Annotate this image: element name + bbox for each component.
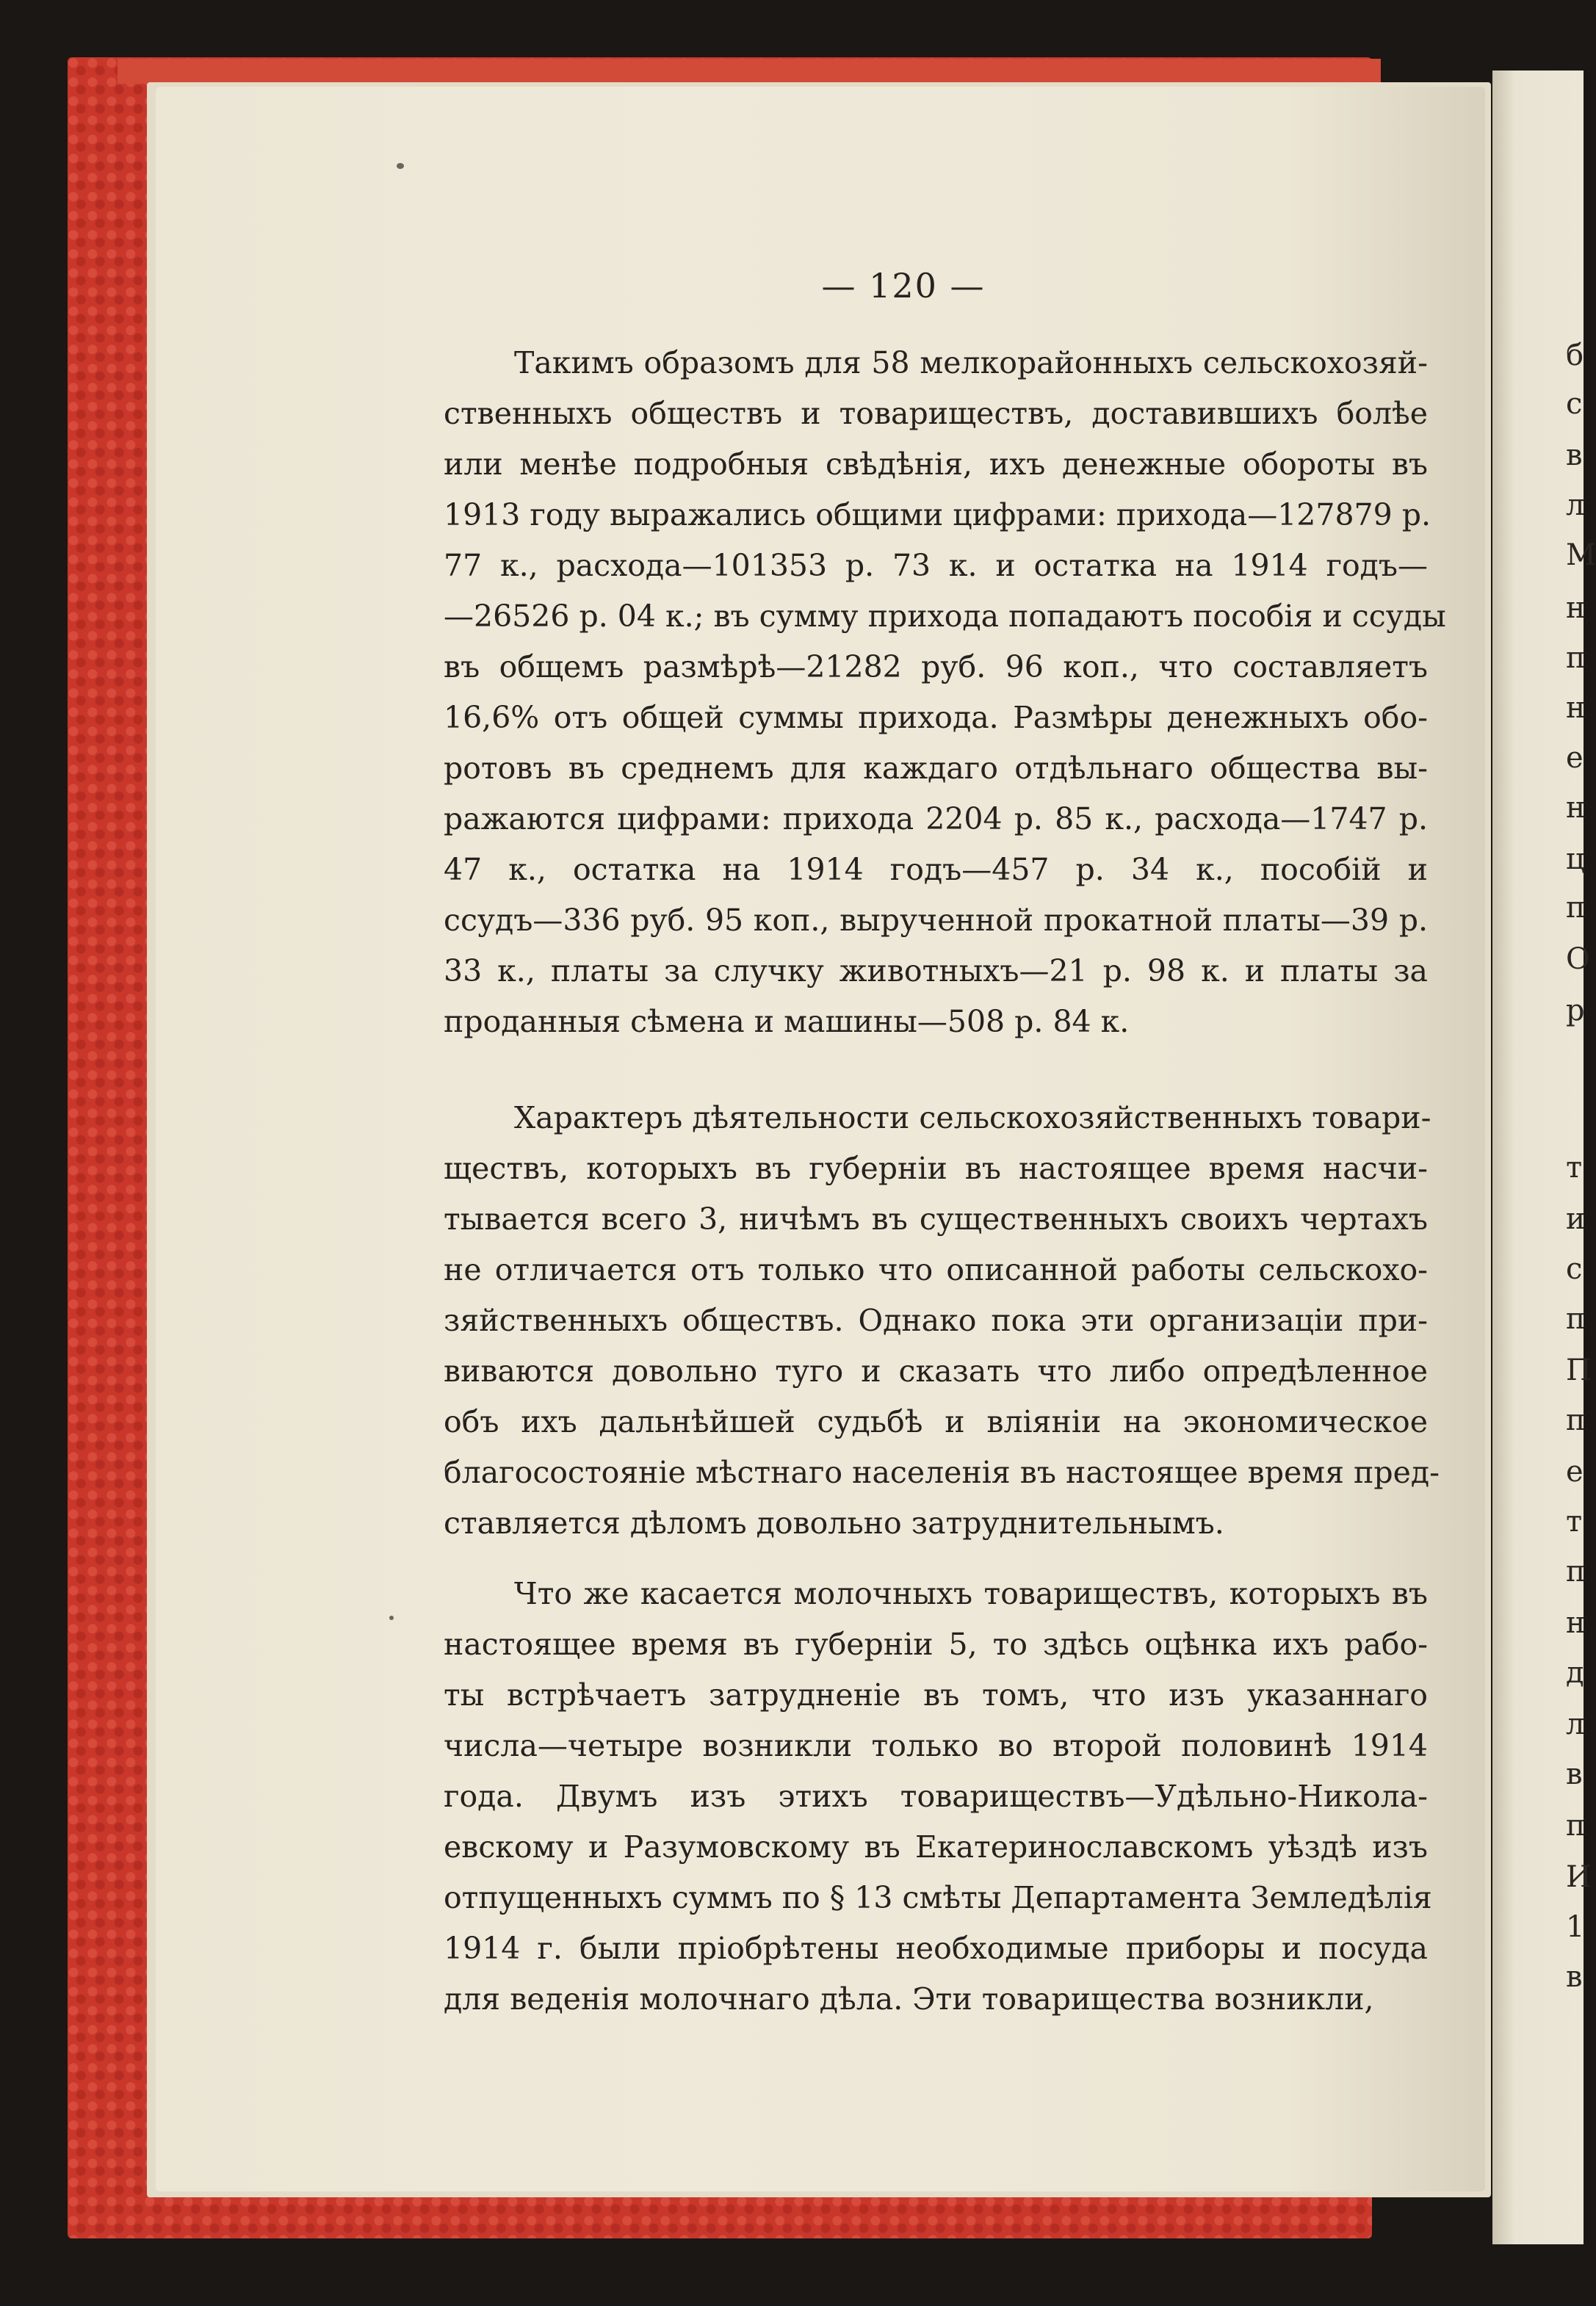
text-line: настоящее время въ губерніи 5, то здѣсь оцѣнка ихъ рабо- [444,1627,1428,1662]
text-line: ственныхъ обществъ и товариществъ, доставившихъ болѣе [444,396,1428,431]
facing-page-letter: п [1566,641,1586,675]
facing-page-letter: И [1566,1860,1592,1894]
facing-page-letter: п [1566,1555,1586,1588]
paragraph-1 [444,338,1446,1047]
text-line: ссудъ—336 руб. 95 коп., вырученной прокатной платы—39 р. [444,903,1428,938]
text-line: Такимъ образомъ для 58 мелкорайонныхъ сельскохозяй- [514,345,1428,380]
text-line: ществъ, которыхъ въ губерніи въ настоящее время насчи- [444,1151,1428,1186]
facing-page-letter: П [1566,1353,1592,1387]
text-line: виваются довольно туго и сказать что либо опредѣленное [444,1353,1428,1389]
text-line: зяйственныхъ обществъ. Однако пока эти организаціи при- [444,1303,1428,1338]
facing-page-letter: М [1566,538,1596,572]
text-line: тывается всего 3, ничѣмъ въ существенныхъ своихъ чертахъ [444,1201,1428,1237]
text-line: объ ихъ дальнѣйшей судьбѣ и вліяніи на экономическое [444,1404,1428,1439]
text-line: Что же касается молочныхъ товариществъ, которыхъ въ [514,1576,1428,1611]
text-line: ставляется дѣломъ довольно затруднительнымъ. [444,1506,1224,1541]
text-line: 16,6% отъ общей суммы прихода. Размѣры денежныхъ обо- [444,700,1428,735]
facing-page-letter: в [1566,1960,1583,1994]
text-line: не отличается отъ только что описанной работы сельскохо- [444,1252,1428,1287]
text-line: благосостояніе мѣстнаго населенія въ настоящее время пред- [444,1455,1440,1490]
facing-page-letter: р [1566,994,1585,1027]
text-line: 47 к., остатка на 1914 годъ—457 р. 34 к., пособій и [444,852,1428,887]
facing-page-letter: в [1566,1757,1583,1791]
text-line: года. Двумъ изъ этихъ товариществъ—Удѣльно-Николa- [444,1779,1428,1814]
facing-page-letter: т [1566,1505,1583,1539]
facing-page-letter: с [1566,387,1583,421]
text-line: —26526 р. 04 к.; въ сумму прихода попадаютъ пособія и ссуды [444,599,1446,634]
paragraph-2 [444,1093,1440,1549]
cover-edge [118,59,1381,84]
facing-page-letter: О [1566,942,1590,976]
text-line: ты встрѣчаетъ затрудненіе въ томъ, что изъ указаннаго [444,1677,1428,1713]
paragraph-3 [444,1569,1432,2025]
text-line: 1914 г. были пріобрѣтены необходимые приборы и посуда [444,1931,1428,1966]
text-line: или менѣе подробныя свѣдѣнія, ихъ денежные обороты въ [444,447,1428,482]
text-line: ротовъ въ среднемъ для каждаго отдѣльнаго общества вы- [444,751,1428,786]
facing-page-letter: с [1566,1252,1583,1286]
facing-page-letter: т [1566,1151,1583,1185]
text-line: 33 к., платы за случку животныхъ—21 р. 98 к. и платы за [444,953,1428,988]
facing-page-letter: л [1566,1707,1585,1741]
facing-page-letter: и [1566,1202,1586,1236]
text-line: отпущенныхъ суммъ по § 13 смѣты Департамента Земледѣлія [444,1880,1432,1915]
facing-page-letter: б [1566,339,1584,372]
facing-page-letter: ц [1566,842,1585,876]
page-speck [389,1616,394,1620]
facing-page-letter: п [1566,1403,1586,1437]
facing-page-letter: е [1566,1455,1584,1489]
facing-page-letter: н [1566,1606,1586,1640]
page-speck [397,163,404,169]
text-line: евскому и Разумовскому въ Екатеринославскомъ уѣздѣ изъ [444,1829,1428,1865]
text-line: въ общемъ размѣрѣ—21282 руб. 96 коп., что составляетъ [444,649,1428,684]
facing-page-letter: л [1566,488,1585,522]
facing-page-letter: н [1566,691,1586,725]
facing-page-letter: 1 [1566,1910,1585,1944]
text-line: числа—четыре возникли только во второй половинѣ 1914 [444,1728,1428,1763]
facing-page-letter: п [1566,1302,1586,1336]
facing-page-letter: в [1566,438,1583,472]
text-line: для веденія молочнаго дѣла. Эти товарищества возникли, [444,1981,1374,2017]
text-line: ражаются цифрами: прихода 2204 р. 85 к., расхода—1747 р. [444,801,1428,836]
text-line: 77 к., расхода—101353 р. 73 к. и остатка на 1914 годъ— [444,548,1428,583]
facing-page-letter: п [1566,891,1586,925]
facing-page-letter: п [1566,1809,1586,1843]
text-line: проданныя сѣмена и машины—508 р. 84 к. [444,1004,1130,1039]
facing-page-letter: е [1566,741,1584,775]
page-number: — 120 — [821,266,986,306]
facing-page-letter: н [1566,591,1586,625]
facing-page-letter: н [1566,791,1586,825]
text-line: Характеръ дѣятельности сельскохозяйственныхъ товари- [514,1100,1431,1135]
text-line: 1913 году выражались общими цифрами: прихода—127879 р. [444,497,1431,532]
facing-page-letter: д [1566,1656,1584,1690]
